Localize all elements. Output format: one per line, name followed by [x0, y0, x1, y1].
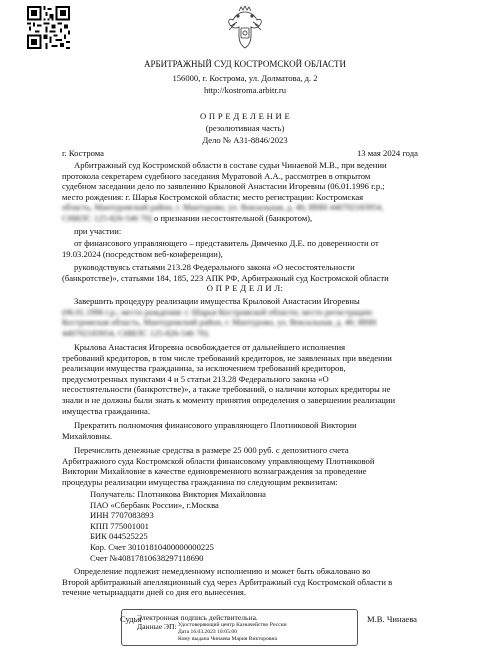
stamp-title: Электронная подпись действительна. [137, 613, 258, 622]
document-subtitle: (резолютивная часть) [205, 123, 285, 133]
participants-heading: при участии: [74, 226, 122, 236]
qr-code [27, 6, 70, 49]
requisite-line: БИК 044525225 [90, 531, 148, 542]
decision-heading: О П Р Е Д Е Л И Л: [206, 283, 284, 293]
stamp-data-label: Данные ЭП: [137, 622, 177, 631]
court-address: 156000, г. Кострома, ул. Долматова, д. 2 [172, 73, 318, 83]
bank-requisites [62, 489, 444, 563]
requisite-line: Счет №40817810638297118690 [90, 552, 204, 563]
coat-of-arms-emblem [227, 6, 263, 50]
legal-basis-paragraph: руководствуясь статьями 213.28 Федерального закона «О несостоятельности (банкротстве)», статьями 184, 185, 223 АПК РФ, Арбитражный суд Костромской области [62, 262, 389, 283]
court-website: http://kostroma.arbitr.ru [203, 85, 287, 95]
judge-name: М.В. Чинаева [367, 614, 417, 624]
requisite-line: ИНН 7707083893 [90, 510, 154, 521]
document-title: О П Р Е Д Е Л Е Н И Е [199, 111, 291, 121]
requisite-line: КПП 775001001 [90, 520, 149, 531]
appeal-paragraph: Определение подлежит немедленному исполнению и может быть обжаловано во Второй арбитражный апелляционный суд через Арбитражный суд Костромской области в течение четырнадцати дней со дня его вынесения. [62, 566, 393, 598]
case-number: Дело № А31-8846/2023 [202, 135, 288, 145]
judge-label: Судья [120, 614, 142, 624]
decision-point-transfer: Перечислить денежные средства в размере 25 000 руб. с депозитного счета Арбитражного суда Костромской области финансовому управляющему Плотниковой Виктории Михайловне в качестве единовременного вознаграждения за проведение процедуры реализации имущества гражданина по следующим реквизитам: [62, 445, 375, 487]
requisite-line: ПАО «Сбербанк России», г.Москва [90, 499, 219, 510]
requisite-line: Кор. Счет 30101810400000000225 [90, 541, 214, 552]
court-name: АРБИТРАЖНЫЙ СУД КОСТРОМСКОЙ ОБЛАСТИ [143, 59, 347, 69]
stamp-issued-to: Кому выдана Чинаева Мария Викторовна [178, 636, 277, 642]
electronic-signature-stamp [121, 609, 358, 646]
decision-point-terminate: Прекратить полномочия финансового управляющего Плотниковой Виктории Михайловны. [62, 420, 357, 441]
date: 13 мая 2024 года [357, 148, 418, 158]
stamp-date: Дата 16.03.2023 10:05:00 [178, 629, 238, 635]
decision-point-complete: Завершить процедуру реализации имущества Крыловой Анастасии Игоревны (06.01.1996 г.р.; место рождения: г. Шарья Костромской области; место регистрации: Костромская область, Мантуровский район, г. Мантурово, ул. Вокзальная, д. 46; ИНН 440702183954, СНИЛС 125-826-546 70). [62, 296, 377, 338]
stamp-certificate-center: Удостоверяющий центр Казначейство России [178, 622, 287, 628]
participant-financial-manager: от финансового управляющего – представитель Димченко Д.Е. по доверенности от 19.03.2024 (посредством веб-конференции), [62, 238, 379, 259]
introduction-paragraph: Арбитражный суд Костромской области в составе судьи Чинаевой М.В., при ведении протокола секретарем судебного заседания Муратовой А.А., рассмотрев в открытом судебном заседании дело по заявлению Крыловой Анастасии Игоревны (06.01.1996 г.р.; место рождения: г. Шарья Костромской области; место регистрации: Костромская область, Мантуровский район, г. Мантурово, ул. Вокзальная, д. 46; ИНН 440702183954, СНИЛС 125-826-546 70) о признании несостоятельной (банкротом), [62, 160, 387, 223]
place: г. Кострома [62, 148, 104, 158]
decision-point-release: Крылова Анастасия Игоревна освобождается от дальнейшего исполнения требований кредиторов, в том числе требований кредиторов, не заявленных при введении реализации имущества гражданина, за исключением требований кредиторов, предусмотренных пунктами 4 и 5 статьи 213.28 Федерального закона «О несостоятельности (банкротстве)», а также требований, о наличии которых кредиторы не знали и не должны были знать к моменту принятия определения о завершении реализации имущества гражданина. [62, 342, 396, 416]
requisite-line: Получатель: Плотникова Виктория Михайловна [90, 489, 266, 499]
